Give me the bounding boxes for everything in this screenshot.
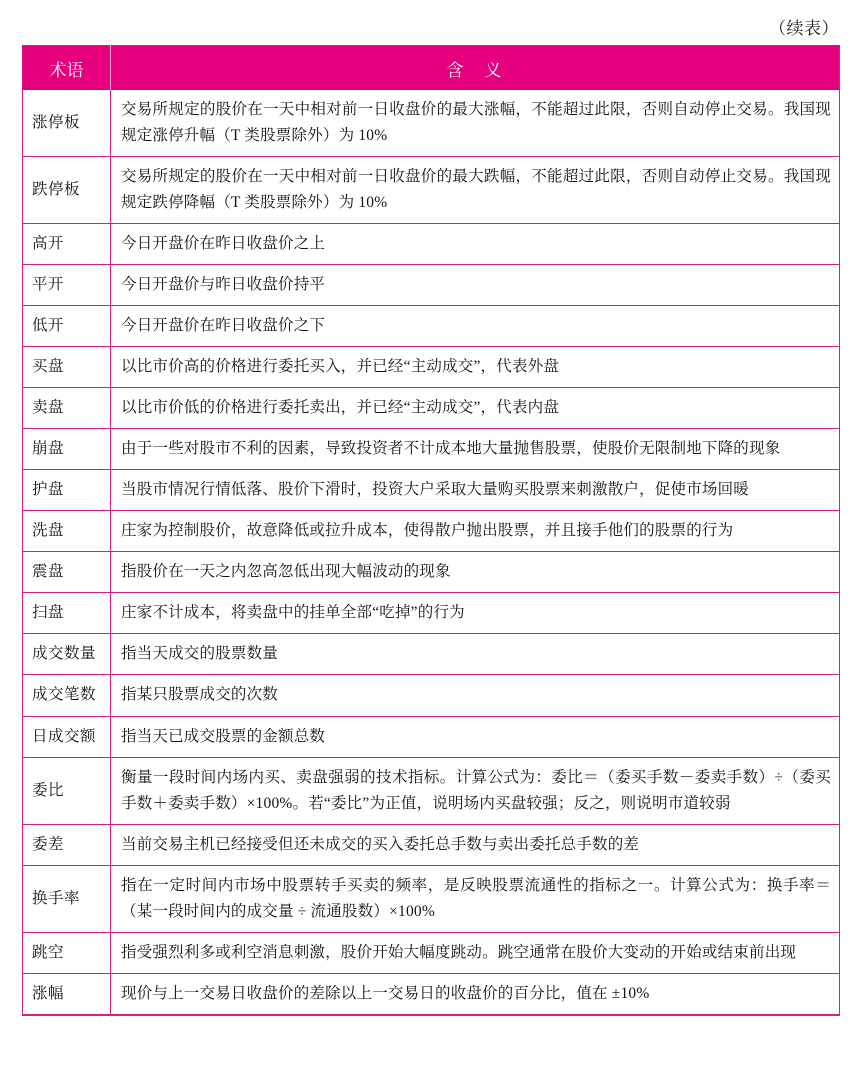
table-cell-term: 日成交额 xyxy=(23,716,111,757)
table-row xyxy=(23,716,840,757)
table-cell-term: 买盘 xyxy=(23,347,111,388)
table-cell-meaning: 庄家为控制股价，故意降低或拉升成本，使得散户抛出股票，并且接手他们的股票的行为 xyxy=(111,511,840,552)
table-cell-meaning: 由于一些对股市不利的因素，导致投资者不计成本地大量抛售股票，使股价无限制地下降的现象 xyxy=(111,429,840,470)
table-row xyxy=(23,470,840,511)
table-cell-meaning: 指在一定时间内市场中股票转手买卖的频率，是反映股票流通性的指标之一。计算公式为：换手率＝（某一段时间内的成交量 ÷ 流通股数）×100% xyxy=(111,865,840,932)
table-row xyxy=(23,347,840,388)
table-cell-term: 洗盘 xyxy=(23,511,111,552)
table-row xyxy=(23,634,840,675)
table-cell-meaning: 以比市价低的价格进行委托卖出，并已经“主动成交”，代表内盘 xyxy=(111,388,840,429)
table-cell-term: 低开 xyxy=(23,306,111,347)
table-row xyxy=(23,306,840,347)
table-cell-meaning: 指受强烈利多或利空消息刺激，股价开始大幅度跳动。跳空通常在股价大变动的开始或结束前出现 xyxy=(111,932,840,973)
table-row xyxy=(23,824,840,865)
table-header-row xyxy=(23,46,840,91)
table-cell-meaning: 现价与上一交易日收盘价的差除以上一交易日的收盘价的百分比，值在 ±10% xyxy=(111,973,840,1015)
table-row xyxy=(23,973,840,1015)
table-cell-meaning: 今日开盘价在昨日收盘价之下 xyxy=(111,306,840,347)
table-cell-meaning: 指股价在一天之内忽高忽低出现大幅波动的现象 xyxy=(111,552,840,593)
table-cell-term: 平开 xyxy=(23,265,111,306)
table-cell-term: 成交笔数 xyxy=(23,675,111,716)
table-cell-term: 成交数量 xyxy=(23,634,111,675)
table-cell-meaning: 交易所规定的股价在一天中相对前一日收盘价的最大涨幅，不能超过此限，否则自动停止交易。我国现规定涨停升幅（T 类股票除外）为 10% xyxy=(111,90,840,157)
table-cell-meaning: 今日开盘价在昨日收盘价之上 xyxy=(111,224,840,265)
table-cell-meaning: 指某只股票成交的次数 xyxy=(111,675,840,716)
table-cell-meaning: 指当天已成交股票的金额总数 xyxy=(111,716,840,757)
stock-terminology-table xyxy=(22,45,840,1016)
table-row xyxy=(23,675,840,716)
table-row xyxy=(23,552,840,593)
table-row xyxy=(23,265,840,306)
table-cell-meaning: 当股市情况行情低落、股价下滑时，投资大户采取大量购买股票来刺激散户，促使市场回暖 xyxy=(111,470,840,511)
table-row xyxy=(23,511,840,552)
table-row xyxy=(23,593,840,634)
table-cell-meaning: 今日开盘价与昨日收盘价持平 xyxy=(111,265,840,306)
table-row xyxy=(23,865,840,932)
table-cell-term: 跌停板 xyxy=(23,157,111,224)
table-row xyxy=(23,90,840,157)
table-row xyxy=(23,224,840,265)
table-cell-term: 涨停板 xyxy=(23,90,111,157)
table-cell-term: 扫盘 xyxy=(23,593,111,634)
table-cell-meaning: 当前交易主机已经接受但还未成交的买入委托总手数与卖出委托总手数的差 xyxy=(111,824,840,865)
table-row xyxy=(23,429,840,470)
table-cell-term: 委差 xyxy=(23,824,111,865)
table-row xyxy=(23,388,840,429)
table-cell-term: 涨幅 xyxy=(23,973,111,1015)
table-row xyxy=(23,157,840,224)
table-row xyxy=(23,932,840,973)
table-cell-term: 委比 xyxy=(23,757,111,824)
table-cell-term: 换手率 xyxy=(23,865,111,932)
table-cell-meaning: 交易所规定的股价在一天中相对前一日收盘价的最大跌幅，不能超过此限，否则自动停止交易。我国现规定跌停降幅（T 类股票除外）为 10% xyxy=(111,157,840,224)
column-header-meaning: 含 义 xyxy=(111,46,840,91)
table-cell-meaning: 指当天成交的股票数量 xyxy=(111,634,840,675)
continuation-label: （续表） xyxy=(769,19,839,38)
table-cell-meaning: 以比市价高的价格进行委托买入，并已经“主动成交”，代表外盘 xyxy=(111,347,840,388)
table-body xyxy=(23,90,840,1015)
table-cell-term: 震盘 xyxy=(23,552,111,593)
column-header-term: 术语 xyxy=(23,46,111,91)
table-cell-meaning: 衡量一段时间内场内买、卖盘强弱的技术指标。计算公式为：委比＝（委买手数－委卖手数）÷（委买手数＋委卖手数）×100%。若“委比”为正值，说明场内买盘较强；反之，则说明市道较弱 xyxy=(111,757,840,824)
table-row xyxy=(23,757,840,824)
table-cell-term: 跳空 xyxy=(23,932,111,973)
table-cell-meaning: 庄家不计成本，将卖盘中的挂单全部“吃掉”的行为 xyxy=(111,593,840,634)
table-cell-term: 卖盘 xyxy=(23,388,111,429)
table-cell-term: 崩盘 xyxy=(23,429,111,470)
table-cell-term: 护盘 xyxy=(23,470,111,511)
table-cell-term: 高开 xyxy=(23,224,111,265)
table-header xyxy=(23,46,840,91)
